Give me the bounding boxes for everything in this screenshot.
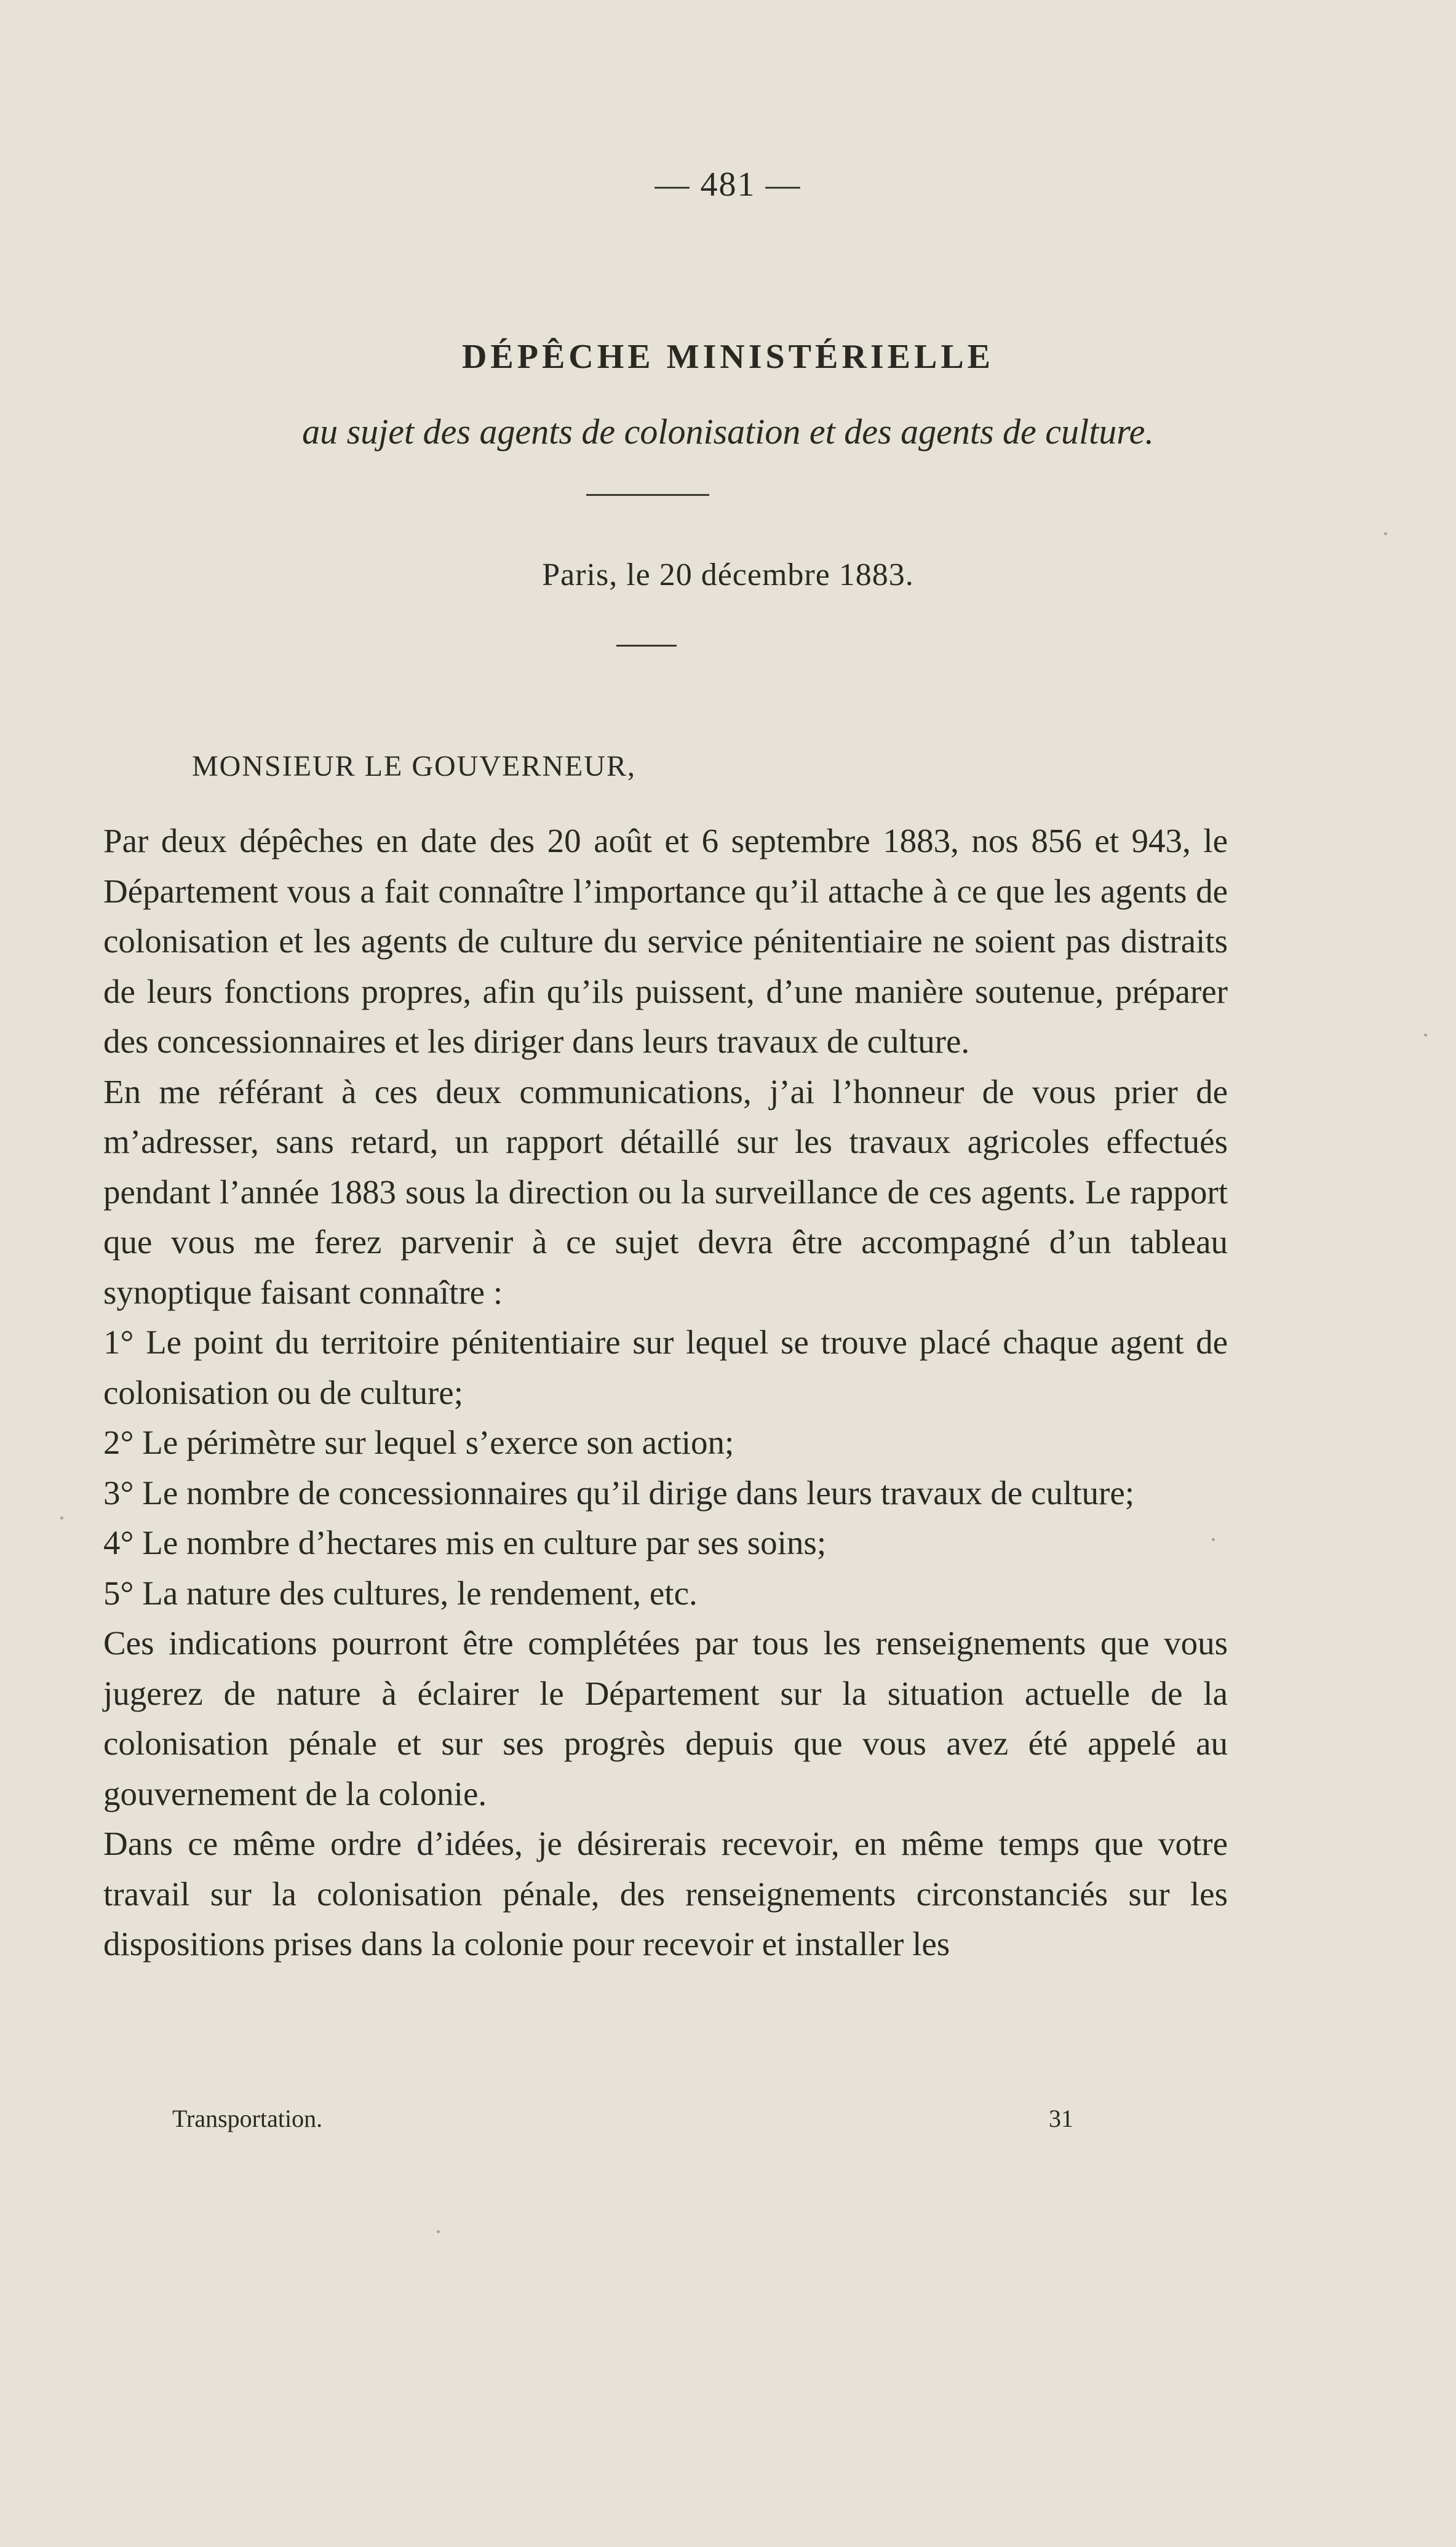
- footer-signature-number: 31: [1049, 2105, 1073, 2132]
- paper-speck: [437, 2230, 440, 2233]
- paragraph: Ces indications pourront être complétées par tous les renseignements que vous jugerez de nature à éclairer le Département sur la situation actuelle de la colonisation pénale et sur ses progrès depuis que vous avez été appelé au gouvernement de la colonie.: [103, 1624, 1228, 1812]
- salutation: MONSIEUR LE GOUVERNEUR,: [192, 750, 636, 783]
- title-divider: [586, 494, 709, 496]
- document-title: DÉPÊCHE MINISTÉRIELLE: [461, 338, 995, 376]
- list-item: 2° Le périmètre sur lequel s’exerce son action;: [103, 1424, 734, 1461]
- document-subtitle: au sujet des agents de colonisation et des agents de culture.: [302, 412, 1154, 452]
- dateline-divider: [616, 645, 677, 647]
- list-item: 4° Le nombre d’hectares mis en culture par ses soins;: [103, 1524, 827, 1561]
- paragraph: Par deux dépêches en date des 20 août et 6 septembre 1883, nos 856 et 943, le Département vous a fait connaître l’importance qu’il attache à ce que les agents de colonisation et les agents de culture du service pénitentiaire ne soient pas distraits de leurs fonctions propres, afin qu’ils puissent, d’une manière soutenue, préparer des concessionnaires et les diriger dans leurs travaux de culture.: [103, 822, 1228, 1060]
- page-number: — 481 —: [654, 165, 802, 204]
- list-item: 1° Le point du territoire pénitentiaire sur lequel se trouve placé chaque agent de colonisation ou de culture;: [103, 1323, 1228, 1411]
- paragraph: Dans ce même ordre d’idées, je désirerais recevoir, en même temps que votre travail sur la colonisation pénale, des renseignements circonstanciés sur les dispositions prises dans la colonie pour recevoir et installer les: [103, 1825, 1228, 1963]
- paper-speck: [1212, 1538, 1215, 1541]
- letter-body: [103, 816, 1228, 1969]
- dateline: Paris, le 20 décembre 1883.: [542, 557, 914, 592]
- paragraph: En me référant à ces deux communications, j’ai l’honneur de vous prier de m’adresser, sans retard, un rapport détaillé sur les travaux agricoles effectués pendant l’année 1883 sous la direction ou la surveillance de ces agents. Le rapport que vous me ferez parvenir à ce sujet devra être accompagné d’un tableau synoptique faisant connaître :: [103, 1072, 1228, 1311]
- footer-signature-mark: Transportation.: [172, 2105, 323, 2132]
- paper-speck: [1384, 532, 1387, 535]
- list-item: 3° Le nombre de concessionnaires qu’il dirige dans leurs travaux de culture;: [103, 1473, 1135, 1512]
- list-item: 5° La nature des cultures, le rendement, etc.: [103, 1574, 698, 1612]
- paper-speck: [60, 1517, 63, 1520]
- paper-speck: [1424, 1034, 1427, 1037]
